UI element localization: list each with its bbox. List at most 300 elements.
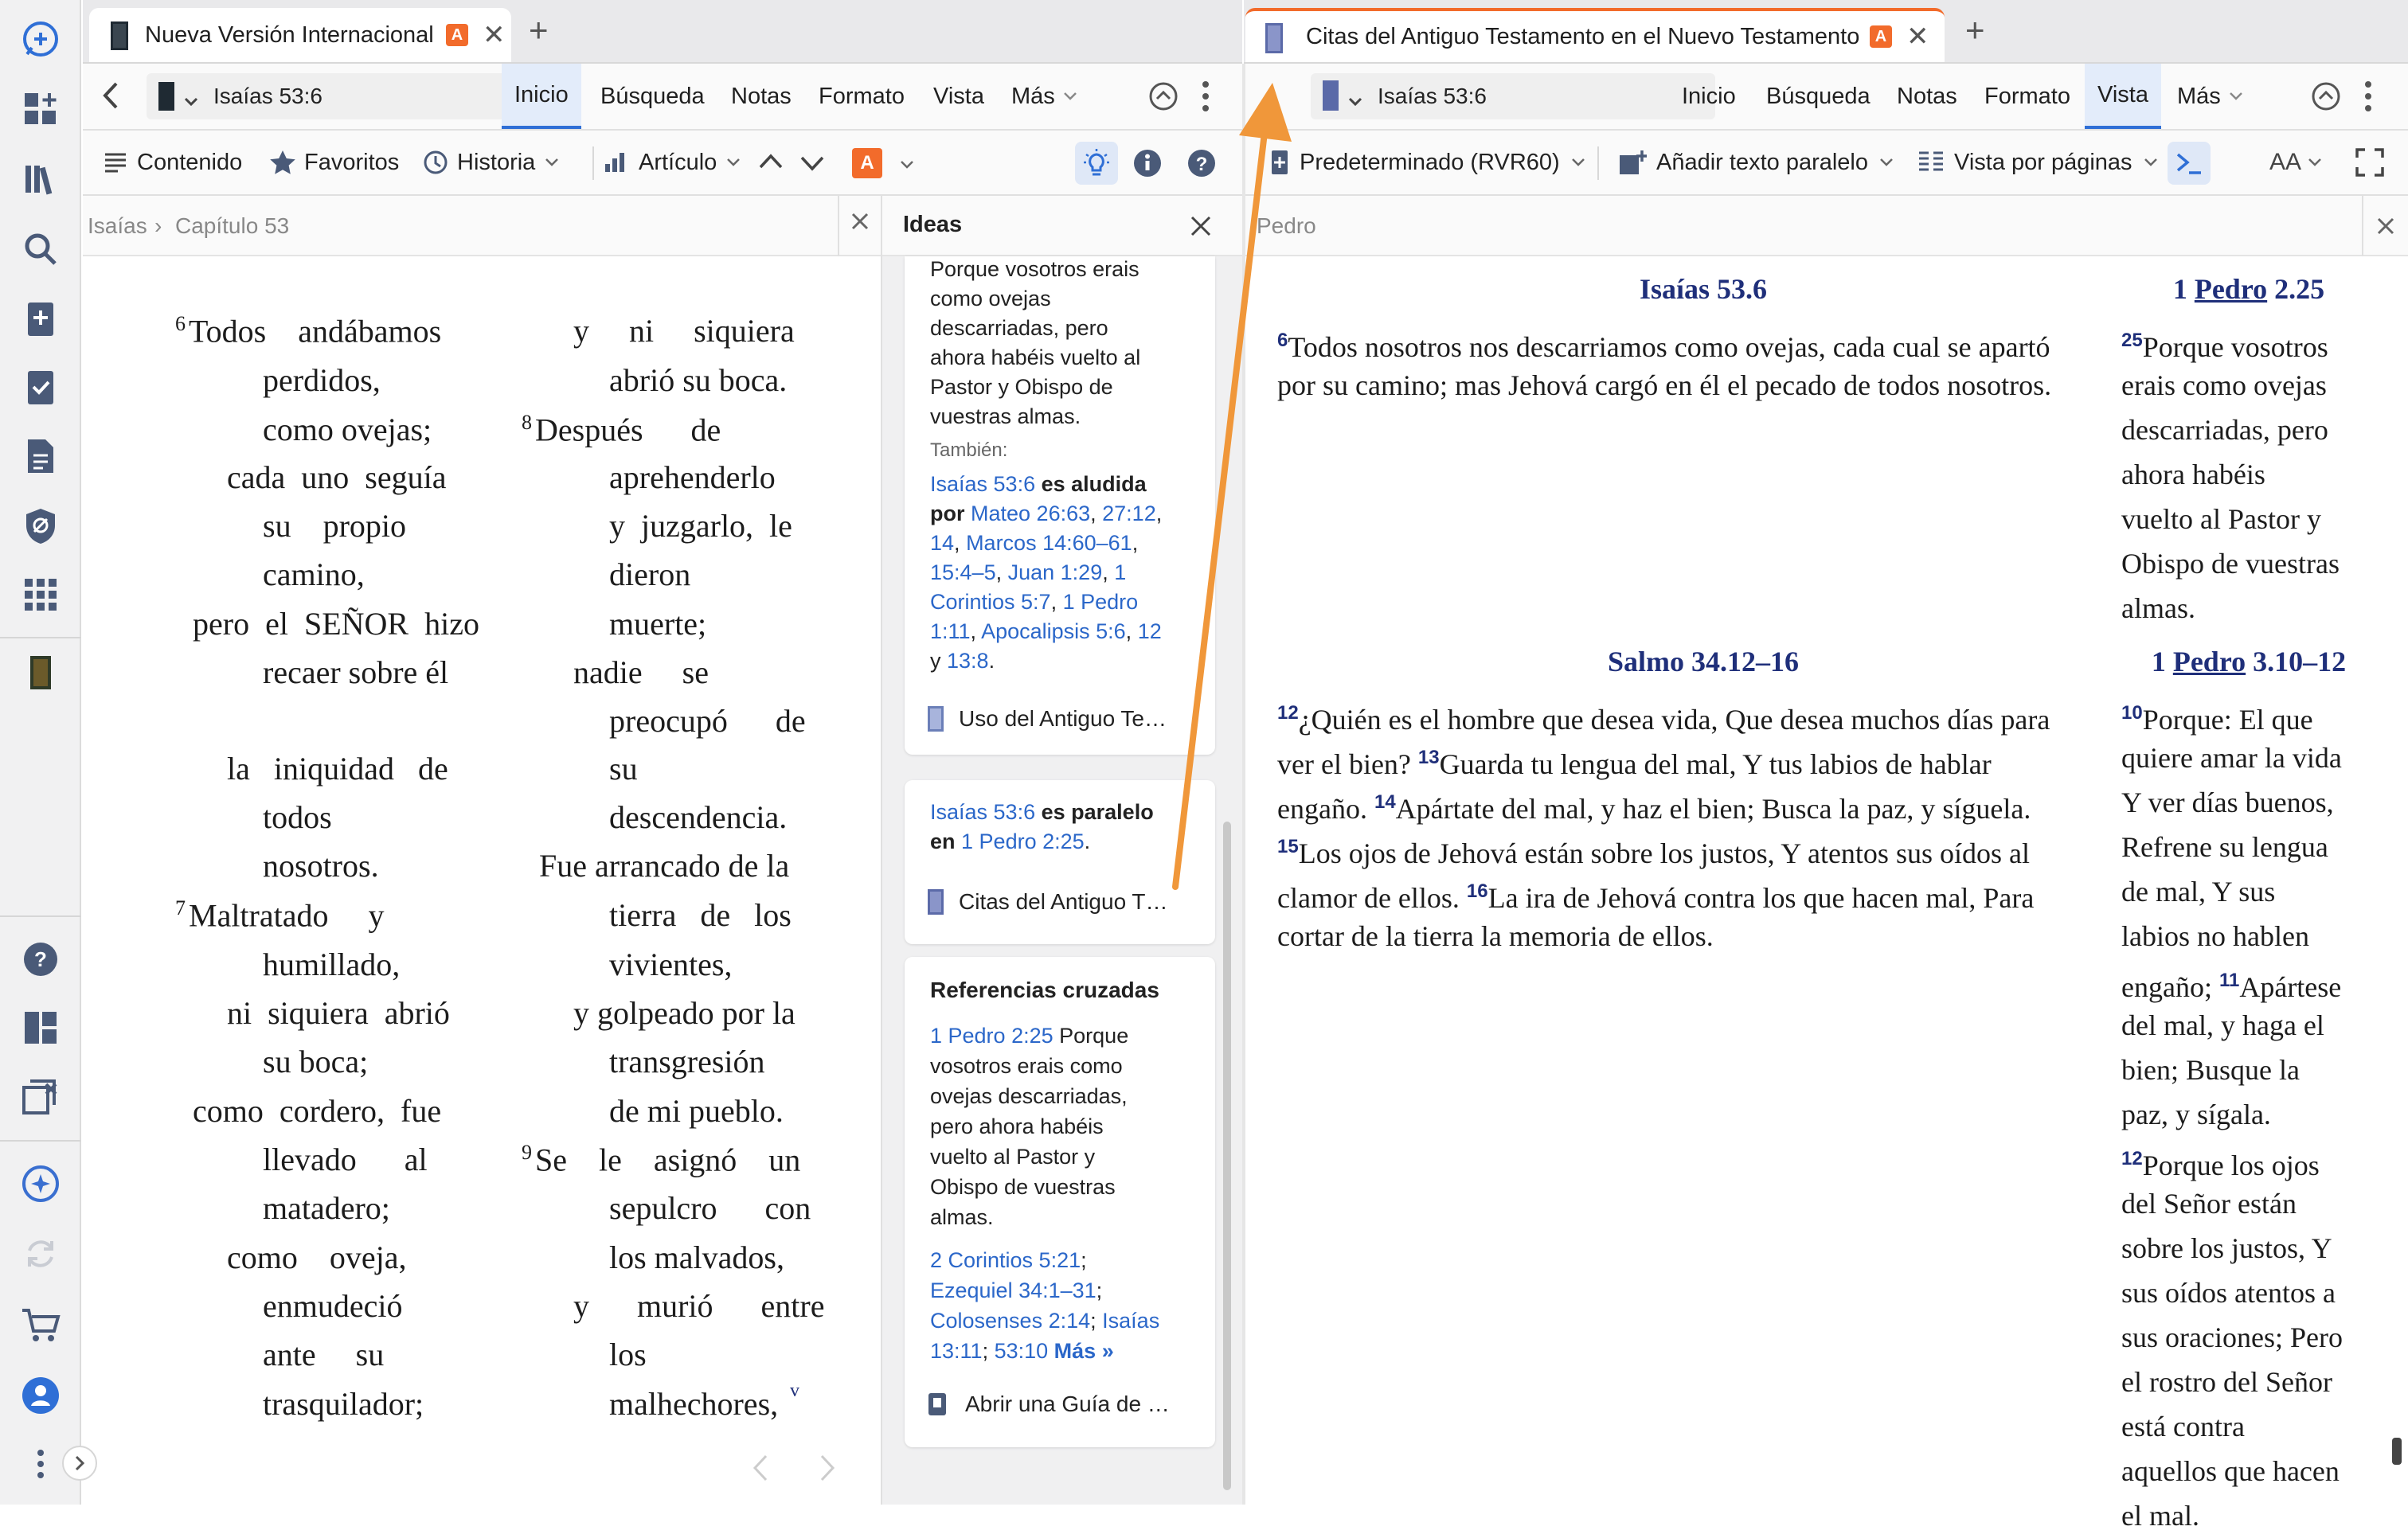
bible-add-icon[interactable] bbox=[19, 298, 62, 341]
ai-sparkle-icon[interactable] bbox=[19, 1162, 62, 1205]
verse-text: Todos nosotros nos descarriamos como ovejas, cada cual se apartó bbox=[1288, 331, 2050, 363]
divider bbox=[838, 196, 839, 256]
star-icon bbox=[269, 150, 296, 175]
verse-line bbox=[263, 654, 448, 691]
verse-text: Obispo de vuestras bbox=[2121, 548, 2340, 580]
verse-line bbox=[263, 946, 400, 983]
verse-text: abrió su boca. bbox=[609, 362, 788, 398]
menu-formato[interactable]: Formato bbox=[1984, 83, 2070, 109]
chevron-down-icon bbox=[1879, 158, 1894, 167]
verse-line bbox=[193, 605, 479, 642]
citations-content bbox=[1245, 256, 2408, 1532]
verse-text: todos bbox=[263, 799, 332, 835]
verse-text: Todos andábamos bbox=[189, 313, 442, 349]
text-line: pero ahora habéis bbox=[930, 1114, 1104, 1138]
chevron-down-icon bbox=[2144, 158, 2158, 167]
verse-line bbox=[1277, 825, 2137, 876]
verse-text: Maltratado y bbox=[189, 897, 385, 934]
verse-line bbox=[609, 946, 732, 983]
verse-line bbox=[2121, 1181, 2392, 1226]
resource-badge-button[interactable]: A bbox=[852, 148, 882, 178]
passage-heading[interactable] bbox=[2121, 272, 2376, 306]
rail-divider bbox=[0, 1140, 81, 1142]
bible-book-icon bbox=[110, 21, 129, 55]
text-line: Porque bbox=[1059, 1024, 1129, 1048]
ref-link[interactable]: 2 Corintios 5:21 bbox=[930, 1248, 1081, 1272]
ref-link[interactable]: Marcos 14:60–61 bbox=[966, 531, 1132, 555]
page-view-label: Vista por páginas bbox=[1954, 149, 2132, 175]
rail-divider bbox=[0, 637, 81, 638]
verse-text: clamor de ellos. bbox=[1277, 882, 1467, 914]
ref-link[interactable]: 27:12 bbox=[1102, 502, 1156, 525]
menu-notas[interactable]: Notas bbox=[1897, 83, 1957, 109]
verse-line bbox=[227, 750, 448, 787]
verse-text: enmudeció bbox=[263, 1288, 403, 1324]
documents-icon[interactable] bbox=[19, 435, 62, 478]
text-line: ahora habéis vuelto al bbox=[930, 345, 1141, 369]
verse-line bbox=[1277, 363, 2137, 408]
library-icon[interactable] bbox=[19, 158, 62, 201]
verse-line bbox=[2121, 541, 2392, 586]
right-toolbar bbox=[1244, 131, 2408, 196]
verse-line bbox=[263, 1189, 390, 1227]
layouts-icon[interactable] bbox=[19, 1006, 62, 1049]
previous-up-icon[interactable] bbox=[758, 150, 784, 179]
verse-text: vivientes, bbox=[609, 947, 733, 982]
ref-link[interactable]: 1:11 bbox=[930, 619, 971, 643]
breadcrumb-sep: › bbox=[154, 213, 162, 238]
verse-line bbox=[609, 1092, 784, 1130]
right-menubar bbox=[1244, 64, 2408, 131]
verse-text: Los ojos de Jehová están sobre los justos, Y atentos sus oídos al bbox=[1298, 837, 2030, 869]
more-vertical-icon[interactable] bbox=[2363, 80, 2373, 117]
article-button[interactable] bbox=[604, 131, 741, 194]
verse-line bbox=[609, 1239, 784, 1276]
menu-inicio[interactable]: Inicio bbox=[502, 64, 581, 129]
verse-number[interactable]: 9 bbox=[522, 1141, 532, 1164]
verse-text: matadero; bbox=[263, 1190, 390, 1226]
verse-text: aquellos que hacen bbox=[2121, 1455, 2340, 1487]
chevron-down-icon bbox=[2308, 158, 2322, 167]
menu-formato[interactable]: Formato bbox=[819, 83, 905, 109]
passage-heading[interactable]: Isaías 53.6 bbox=[1639, 273, 1768, 305]
verse-text: recaer sobre él bbox=[263, 654, 449, 690]
verse-line bbox=[609, 507, 792, 545]
verse-text: Y ver días buenos, bbox=[2121, 787, 2334, 818]
verse-text: cortar de la tierra la memoria de ellos. bbox=[1277, 920, 1714, 952]
verse-number[interactable]: 12 bbox=[1277, 702, 1299, 724]
verse-text: perdidos, bbox=[263, 362, 381, 398]
verse-line bbox=[263, 411, 432, 448]
ref-link[interactable]: 15:4–5 bbox=[930, 560, 996, 584]
verse-text: Apártate del mal, y haz el bien; Busca la paz, y síguela. bbox=[1395, 793, 2031, 825]
ref-link[interactable]: 13:8 bbox=[947, 649, 989, 673]
ideas-title: Ideas bbox=[903, 212, 963, 237]
add-parallel-text-button[interactable] bbox=[1618, 131, 1894, 194]
command-prompt-button[interactable] bbox=[2168, 142, 2211, 185]
parallel-add-icon bbox=[1618, 149, 1647, 176]
verse-line bbox=[573, 994, 796, 1032]
verse-line bbox=[263, 1287, 403, 1325]
bible-text-area bbox=[83, 256, 881, 1505]
verse-line bbox=[2121, 958, 2392, 1009]
verse-text: llevado al bbox=[263, 1142, 428, 1177]
resource-book-icon bbox=[927, 888, 944, 915]
bible-book-icon bbox=[158, 81, 175, 117]
verse-text: ni siquiera abrió bbox=[227, 995, 450, 1031]
menu-notas[interactable]: Notas bbox=[731, 83, 792, 109]
verse-text: malhechores, bbox=[609, 1386, 779, 1422]
verse-line bbox=[193, 1092, 441, 1130]
verse-number[interactable]: 15 bbox=[1277, 836, 1299, 857]
verse-text: como cordero, fue bbox=[193, 1093, 442, 1129]
back-chevron-icon[interactable] bbox=[102, 81, 119, 114]
verse-line bbox=[573, 654, 709, 691]
verse-number[interactable]: 10 bbox=[2121, 702, 2143, 724]
verse-text: la iniquidad de bbox=[227, 751, 448, 787]
verse-text: Porque: El que bbox=[2142, 704, 2313, 736]
heading-book[interactable]: Pedro bbox=[2172, 646, 2246, 677]
menu-mas[interactable] bbox=[999, 64, 1090, 129]
ref-link[interactable]: Colosenses 2:14 bbox=[930, 1309, 1091, 1333]
verse-text: vuelto al Pastor y bbox=[2121, 503, 2321, 535]
ref-link[interactable]: 1 Pedro 2:25 bbox=[930, 1024, 1054, 1048]
ref-link[interactable]: 1 Pedro 2:25 bbox=[961, 830, 1085, 853]
reading-plan-icon[interactable] bbox=[19, 366, 62, 409]
verse-line bbox=[2121, 408, 2392, 452]
passage-heading[interactable]: Salmo 34.12–16 bbox=[1607, 646, 1799, 677]
ref-link[interactable]: Ezequiel 34:1–31 bbox=[930, 1278, 1096, 1302]
verse-text: sus oídos atentos a bbox=[2121, 1277, 2336, 1309]
verse-number[interactable]: 13 bbox=[1417, 747, 1440, 768]
verse-line bbox=[1277, 318, 2137, 369]
verse-text: ante su bbox=[263, 1337, 385, 1372]
close-icon[interactable]: ✕ bbox=[483, 20, 506, 50]
verse-line bbox=[175, 896, 385, 934]
verse-number[interactable]: 14 bbox=[1374, 791, 1396, 813]
also-label: También: bbox=[930, 439, 1008, 461]
right-tab-strip bbox=[1244, 0, 2408, 64]
verse-text: los bbox=[609, 1337, 647, 1372]
verse-line bbox=[227, 1239, 407, 1276]
rail-divider bbox=[0, 915, 81, 917]
idea-source-label: Uso del Antiguo Te… bbox=[959, 706, 1167, 731]
verse-text: de mi pueblo. bbox=[609, 1093, 784, 1129]
verse-text: Después de bbox=[535, 412, 721, 448]
verse-line bbox=[2121, 869, 2392, 914]
guide-icon bbox=[927, 1392, 948, 1417]
ref-link[interactable]: Isaías 53:6 bbox=[930, 800, 1036, 824]
left-tab-strip bbox=[83, 0, 1242, 64]
text-line: descarriadas, pero bbox=[930, 316, 1108, 340]
verse-text: sobre los justos, Y bbox=[2121, 1232, 2332, 1264]
close-panels-icon[interactable] bbox=[19, 1075, 62, 1118]
verse-line bbox=[2121, 1092, 2392, 1137]
verse-line bbox=[2121, 1003, 2392, 1048]
verse-line bbox=[2121, 452, 2392, 497]
heading-book[interactable]: Pedro bbox=[2194, 273, 2268, 305]
verse-text: cada uno seguía bbox=[227, 459, 447, 495]
verse-line bbox=[609, 1385, 778, 1423]
verse-text: Guarda tu lengua del mal, Y tus labios de hablar bbox=[1439, 748, 1992, 780]
more-link[interactable]: Más » bbox=[1054, 1339, 1114, 1363]
verse-text: erais como ovejas bbox=[2121, 369, 2327, 401]
search-icon[interactable] bbox=[19, 228, 62, 271]
menu-vista[interactable]: Vista bbox=[933, 83, 984, 109]
version-label: Predeterminado (RVR60) bbox=[1300, 149, 1560, 175]
menu-inicio[interactable]: Inicio bbox=[1682, 83, 1736, 109]
new-tab-plus-icon[interactable]: + bbox=[1965, 11, 1985, 49]
verse-text: sepulcro con bbox=[609, 1190, 811, 1226]
cross-ref-text bbox=[930, 1021, 1209, 1232]
sync-icon[interactable] bbox=[19, 1232, 62, 1275]
ref-link[interactable]: 13:11 bbox=[930, 1339, 983, 1363]
dashboard-add-icon[interactable] bbox=[19, 88, 62, 131]
open-guide-button[interactable] bbox=[927, 1392, 1170, 1417]
prompt-icon bbox=[2175, 151, 2203, 175]
chevron-down-icon[interactable] bbox=[1347, 88, 1363, 113]
reference-box[interactable] bbox=[1311, 73, 1715, 119]
verse-text: su boca; bbox=[263, 1044, 369, 1079]
verse-number[interactable]: 16 bbox=[1466, 880, 1488, 902]
ref-link[interactable]: Mateo 26:63 bbox=[971, 502, 1091, 525]
verse-line bbox=[263, 1385, 424, 1423]
idea-source[interactable] bbox=[927, 705, 1167, 732]
text-line: vuelto al Pastor y bbox=[930, 1145, 1096, 1169]
verse-text: sus oraciones; Pero bbox=[2121, 1321, 2343, 1353]
toolbar-divider bbox=[592, 146, 594, 180]
ideas-scrollbar[interactable] bbox=[1223, 822, 1231, 1490]
verse-number[interactable]: 12 bbox=[2121, 1148, 2143, 1169]
menu-vista[interactable]: Vista bbox=[2085, 64, 2161, 129]
ref-link[interactable]: 14 bbox=[930, 531, 955, 555]
menu-busqueda[interactable]: Búsqueda bbox=[600, 83, 705, 109]
svg-text:?: ? bbox=[1195, 154, 1208, 175]
verse-number[interactable]: 8 bbox=[522, 411, 532, 434]
help-icon[interactable] bbox=[19, 938, 62, 981]
verse-text: por su camino; mas Jehová cargó en él el pecado de todos nosotros. bbox=[1277, 369, 2052, 401]
breadcrumb-text[interactable]: Pedro bbox=[1257, 213, 1316, 238]
and-text: y bbox=[930, 649, 941, 673]
text-line: como ovejas bbox=[930, 287, 1051, 310]
reference-input[interactable] bbox=[213, 81, 548, 111]
tab-badge: A bbox=[446, 24, 468, 46]
verse-line bbox=[2121, 318, 2392, 369]
collapse-up-icon[interactable] bbox=[2311, 81, 2341, 115]
verse-line bbox=[227, 994, 450, 1032]
alluded-text: por bbox=[930, 502, 965, 525]
history-button[interactable] bbox=[422, 131, 559, 194]
history-clock-icon bbox=[422, 149, 449, 176]
menu-busqueda[interactable]: Búsqueda bbox=[1766, 83, 1870, 109]
verse-line bbox=[175, 312, 441, 349]
idea-card-text bbox=[930, 255, 1140, 431]
close-icon[interactable] bbox=[850, 212, 870, 235]
text-line: ovejas descarriadas, bbox=[930, 1084, 1128, 1108]
tab-badge: A bbox=[1870, 25, 1892, 48]
heading-prefix: 1 bbox=[2172, 273, 2187, 305]
breadcrumb-book[interactable]: Isaías bbox=[88, 213, 147, 238]
contents-button[interactable] bbox=[104, 131, 242, 194]
verse-text: está contra bbox=[2121, 1411, 2245, 1442]
right-scrollbar-thumb[interactable] bbox=[2392, 1438, 2402, 1465]
verse-text: trasquilador; bbox=[263, 1386, 424, 1422]
verse-number[interactable]: 6 bbox=[175, 312, 186, 335]
verse-number[interactable]: 6 bbox=[1277, 330, 1288, 351]
resource-book-icon bbox=[1265, 22, 1284, 58]
verse-text: La ira de Jehová contra los que hacen mal, Para bbox=[1487, 882, 2035, 914]
verse-line bbox=[1277, 736, 2137, 787]
verse-text: y golpeado por la bbox=[573, 995, 796, 1031]
page-view-button[interactable] bbox=[1917, 131, 2158, 194]
verse-text: Porque vosotros bbox=[2142, 331, 2328, 363]
verse-line bbox=[609, 361, 787, 399]
verse-line bbox=[1277, 914, 2137, 958]
breadcrumb-chapter[interactable]: Capítulo 53 bbox=[175, 213, 290, 238]
next-page-icon[interactable] bbox=[819, 1454, 836, 1486]
verse-line bbox=[573, 1287, 825, 1325]
article-label: Artículo bbox=[639, 149, 717, 175]
menu-mas[interactable] bbox=[2164, 64, 2256, 129]
open-book-resource-icon[interactable] bbox=[19, 651, 62, 694]
verse-number[interactable]: 11 bbox=[2218, 970, 2240, 991]
menu-mas-label: Más bbox=[2177, 83, 2221, 109]
resource-book-icon bbox=[927, 705, 944, 732]
verse-text: almas. bbox=[2121, 592, 2195, 624]
next-down-icon[interactable] bbox=[799, 150, 825, 179]
shield-icon[interactable] bbox=[19, 505, 62, 548]
ref-link[interactable]: 53:10 bbox=[994, 1339, 1049, 1363]
verse-text: del Señor están bbox=[2121, 1188, 2297, 1220]
menu-mas-label: Más bbox=[1011, 83, 1055, 109]
cross-references-card bbox=[905, 957, 1215, 1447]
verse-text: dieron bbox=[609, 556, 691, 592]
verse-line bbox=[522, 411, 721, 448]
ref-link[interactable]: Isaías bbox=[1102, 1309, 1160, 1333]
tab-title: Citas del Antiguo Testamento en el Nuevo Testamento bbox=[1306, 23, 1860, 49]
favorites-button[interactable] bbox=[269, 131, 399, 194]
verse-line bbox=[2121, 1226, 2392, 1271]
verse-line bbox=[1277, 780, 2137, 831]
verse-line bbox=[2121, 1449, 2392, 1493]
verse-line bbox=[227, 459, 446, 496]
footnote-marker[interactable]: v bbox=[790, 1380, 799, 1401]
idea-source-label: Citas del Antiguo T… bbox=[959, 889, 1168, 914]
parallel-text: Isaías 53:6 es paralelo en 1 Pedro 2:25. bbox=[930, 800, 1154, 853]
ref-link[interactable]: 12 bbox=[1137, 619, 1162, 643]
passage-heading[interactable] bbox=[2121, 645, 2376, 678]
verse-line bbox=[1277, 869, 2137, 920]
verse-text: como oveja, bbox=[227, 1239, 407, 1275]
app-sidebar bbox=[0, 0, 81, 1505]
ref-link[interactable]: Juan 1:29 bbox=[1007, 560, 1103, 584]
verse-text: aprehenderlo bbox=[609, 459, 776, 495]
parallel-label: en bbox=[930, 830, 956, 853]
text-line: almas. bbox=[930, 1205, 994, 1229]
chevron-down-icon[interactable] bbox=[183, 88, 199, 113]
more-vertical-icon[interactable] bbox=[19, 1442, 62, 1485]
verse-line bbox=[2121, 736, 2392, 780]
annotation-arrow bbox=[1147, 72, 1322, 900]
ideas-lightbulb-button[interactable] bbox=[1075, 142, 1118, 185]
verse-line bbox=[609, 1336, 647, 1373]
apps-grid-icon[interactable] bbox=[19, 573, 62, 616]
verse-text: del mal, y haga el bbox=[2121, 1009, 2324, 1041]
chevron-down-icon[interactable] bbox=[900, 159, 914, 174]
ref-link[interactable]: 1 bbox=[1114, 560, 1127, 584]
ref-link[interactable]: 1 Pedro bbox=[1062, 590, 1139, 614]
verse-line bbox=[2121, 1493, 2392, 1538]
new-tab-plus-icon[interactable]: + bbox=[529, 11, 549, 49]
close-icon[interactable] bbox=[2376, 217, 2395, 240]
verse-text: quiere amar la vida bbox=[2121, 742, 2342, 774]
heading-ref: 2.25 bbox=[2274, 273, 2325, 305]
left-menubar bbox=[83, 64, 1242, 131]
verse-text: labios no hablen bbox=[2121, 920, 2309, 952]
verse-text: ¿Quién es el hombre que desea vida, Que desea muchos días para bbox=[1298, 704, 2050, 736]
verse-text: camino, bbox=[263, 556, 365, 592]
verse-number[interactable]: 7 bbox=[175, 896, 186, 919]
verse-text: nosotros. bbox=[263, 848, 379, 884]
text-line: vosotros erais como bbox=[930, 1054, 1123, 1078]
reference-input[interactable] bbox=[1378, 81, 1696, 111]
favorites-label: Favoritos bbox=[304, 149, 400, 175]
verse-text: Fue arrancado de la bbox=[539, 848, 790, 884]
verse-text: su bbox=[609, 751, 638, 787]
verse-text: los malvados, bbox=[609, 1239, 784, 1275]
previous-page-icon[interactable] bbox=[752, 1454, 769, 1486]
verse-text: Se le asignó un bbox=[535, 1142, 801, 1178]
verse-line bbox=[522, 1141, 800, 1178]
logos-home-icon[interactable] bbox=[19, 18, 62, 61]
parallel-label: es paralelo bbox=[1041, 800, 1154, 824]
font-size-button[interactable] bbox=[2269, 131, 2322, 194]
heading-ref: 3.10–12 bbox=[2253, 646, 2347, 677]
text-line: Porque vosotros erais bbox=[930, 257, 1140, 281]
resource-book-icon bbox=[1322, 80, 1339, 117]
verse-line bbox=[2121, 497, 2392, 541]
verse-text: pero el SEÑOR hizo bbox=[193, 606, 479, 642]
verse-text: el mal. bbox=[2121, 1500, 2199, 1532]
idea-source[interactable] bbox=[927, 888, 1168, 915]
tab-citas-antiguo-testamento[interactable] bbox=[1245, 8, 1945, 62]
cart-icon[interactable] bbox=[19, 1304, 62, 1347]
verse-number[interactable]: 25 bbox=[2121, 330, 2143, 351]
ref-link[interactable]: Apocalipsis 5:6 bbox=[981, 619, 1126, 643]
verse-line bbox=[609, 896, 792, 934]
verse-line bbox=[609, 1189, 811, 1227]
verse-text: el rostro del Señor bbox=[2121, 1366, 2332, 1398]
chevron-down-icon bbox=[726, 158, 741, 167]
account-icon[interactable] bbox=[19, 1374, 62, 1417]
verse-line bbox=[2121, 1360, 2392, 1404]
fullscreen-icon[interactable] bbox=[2355, 148, 2384, 181]
verse-text: y murió entre bbox=[573, 1288, 825, 1324]
verse-line bbox=[2121, 691, 2392, 742]
font-size-label: AA bbox=[2269, 149, 2302, 175]
heading-prefix: 1 bbox=[2151, 646, 2166, 677]
ref-link[interactable]: Isaías 53:6 bbox=[930, 472, 1036, 496]
verse-text: muerte; bbox=[609, 606, 707, 642]
verse-line bbox=[2121, 1404, 2392, 1449]
right-breadcrumb bbox=[1245, 196, 2408, 256]
ref-link[interactable]: Corintios 5:7 bbox=[930, 590, 1051, 614]
close-icon[interactable]: ✕ bbox=[1906, 21, 1929, 52]
verse-text: Refrene su lengua bbox=[2121, 831, 2328, 863]
tab-nueva-version[interactable] bbox=[89, 8, 511, 62]
breadcrumb bbox=[83, 196, 881, 256]
verse-text: Apártese bbox=[2239, 971, 2342, 1003]
